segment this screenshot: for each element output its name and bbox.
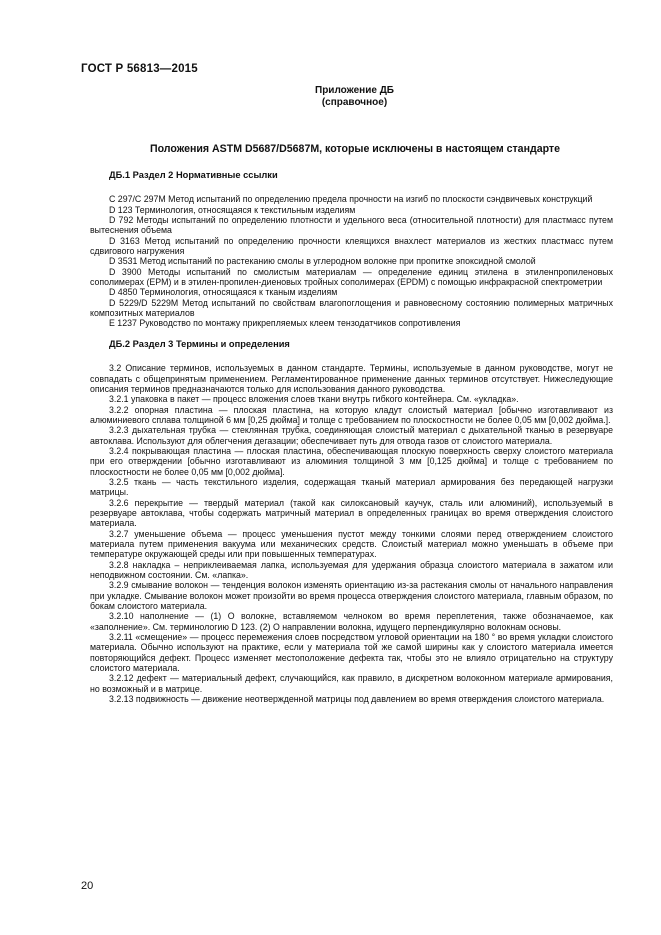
term-paragraph: 3.2.2 опорная пластина — плоская пластина, на которую кладут слоистый материал [обычно изготавливают из алюминиевого сплава толщиной 6 мм [0,25 дюйма] и толще с требованием по плоскостности не более 0,05 мм [0,002 дюйма.]. xyxy=(90,404,613,425)
term-paragraph: 3.2.5 ткань — часть текстильного изделия, содержащая тканый материал армирования без передающей нагрузки матрицы. xyxy=(90,476,613,498)
annex-subtitle: (справочное) xyxy=(321,97,388,108)
term-paragraph: 3.2.10 наполнение — (1) О волокне, вставляемом челноком во время переплетения, также обозначаемое, как «заполнение». См. терминологию D 123. (2) О направлении волокна, идущего перпендикулярно волокнам основы. xyxy=(90,611,613,632)
reference-item: D 123 Терминология, относящаяся к текстильным изделиям xyxy=(109,204,356,215)
reference-item: D 792 Методы испытаний по определению плотности и удельного веса (относительной плотности) для пластмасс путем вытеснения объема xyxy=(90,215,613,236)
reference-item: D 3163 Метод испытаний по определению прочности клеящихся внахлест материалов из жестких пластмасс путем сдвигового нагружения xyxy=(90,235,613,257)
reference-item: D 3531 Метод испытаний по растеканию смолы в углеродном волокне при пропитке эпоксидной смолой xyxy=(109,256,536,267)
section-heading-references: ДБ.1 Раздел 2 Нормативные ссылки xyxy=(109,170,278,180)
document-code: ГОСТ Р 56813—2015 xyxy=(81,63,198,75)
page-number: 20 xyxy=(81,880,94,892)
annex-heading xyxy=(0,85,661,109)
term-paragraph: 3.2.7 уменьшение объема — процесс уменьшения пустот между тонкими слоями перед отверждением слоистого материала путем применения вакуума или механических средств. Слоистый материал можно уменьшать в объеме при температуре окружающей среды или при повышенных температурах. xyxy=(90,528,613,560)
reference-item: D 5229/D 5229M Метод испытаний по свойствам влагопоглощения и равновесному состоянию полимерных матричных композитных материалов xyxy=(90,297,613,319)
reference-item: E 1237 Руководство по монтажу прикрепляемых клеем тензодатчиков сопротивления xyxy=(109,318,461,329)
reference-item: С 297/С 297М Метод испытаний по определению предела прочности на изгиб по плоскости сэндвичевых конструкций xyxy=(109,194,593,205)
annex-title: Приложение ДБ xyxy=(315,85,394,96)
term-paragraph: 3.2.1 упаковка в пакет — процесс вложения слоев ткани внутрь гибкого контейнера. См. «укладка». xyxy=(109,394,519,405)
term-paragraph: 3.2.8 накладка – неприклеиваемая лапка, используемая для удержания образца слоистого материала в зажатом или неподвижном состоянии. См. «лапка». xyxy=(90,559,613,581)
document-body xyxy=(90,164,613,705)
term-paragraph: 3.2.4 покрывающая пластина — плоская пластина, обеспечивающая плоскую поверхность сверху слоистого материала при его отверждении [обычно изготавливают из алюминия толщиной 3 мм [0,125 дюйма] и толще с требованием по плоскостности не более 0,05 мм [0,002 дюйма]. xyxy=(90,445,613,477)
term-paragraph: 3.2.6 перекрытие — твердый материал (такой как силоксановый каучук, сталь или алюминий), используемый в резервуаре автоклава, чтобы содержать матричный материал в определенных границах во время отверждения слоистого материала. xyxy=(90,497,613,529)
reference-item: D 3900 Методы испытаний по смолистым материалам — определение единиц этилена в этиленпропиленовых сополимерах (EPM) и в этилен-пропилен-диеновых тройных сополимерах (EPDM) с помощью инфракрасной спектрометрии xyxy=(90,266,613,288)
section-heading-terms: ДБ.2 Раздел 3 Термины и определения xyxy=(109,338,290,349)
term-paragraph: 3.2.9 смывание волокон — тенденция волокон изменять ориентацию из-за растекания смолы от начального направления при укладке. Смывание волокон может произойти во время процесса отверждения слоистого материала, главным образом, по бокам слоистого материала. xyxy=(90,580,613,612)
reference-item: D 4850 Терминология, относящаяся к тканым изделиям xyxy=(109,287,338,298)
term-paragraph: 3.2.12 дефект — материальный дефект, случающийся, как правило, в дискретном волоконном материале армирования, но возможный и в матрице. xyxy=(90,673,613,694)
term-paragraph: 3.2.3 дыхательная трубка — стеклянная трубка, соединяющая слоистый материал с дыхательной тканью в резервуаре автоклава. Используют для облегчения дегазации; обеспечивает путь для отвода газов от слоистого материала. xyxy=(90,425,613,446)
term-paragraph: 3.2 Описание терминов, используемых в данном стандарте. Термины, используемые в данном руководстве, могут не совпадать с общепринятым применением. Регламентированное применение данных терминов отсутствует. Нижеследующие описания терминов предназначаются только для использования данного руководства. xyxy=(90,363,613,394)
term-paragraph: 3.2.11 «смещение» — процесс перемежения слоев посредством угловой ориентации на 180 ° во время укладки слоистого материала. Обычно используют на практике, если у материала той же самой ширины как у слоистого материала имеется повторяющийся дефект. Процесс изменяет местоположение дефекта так, чтобы это не влияло отрицательно на структуру слоистого материала. xyxy=(90,632,613,674)
term-paragraph: 3.2.13 подвижность — движение неотвержденной матрицы под давлением во время отверждения слоистого материала. xyxy=(109,694,605,705)
main-title: Положения ASTM D5687/D5687M, которые исключены в настоящем стандарте xyxy=(149,143,561,155)
